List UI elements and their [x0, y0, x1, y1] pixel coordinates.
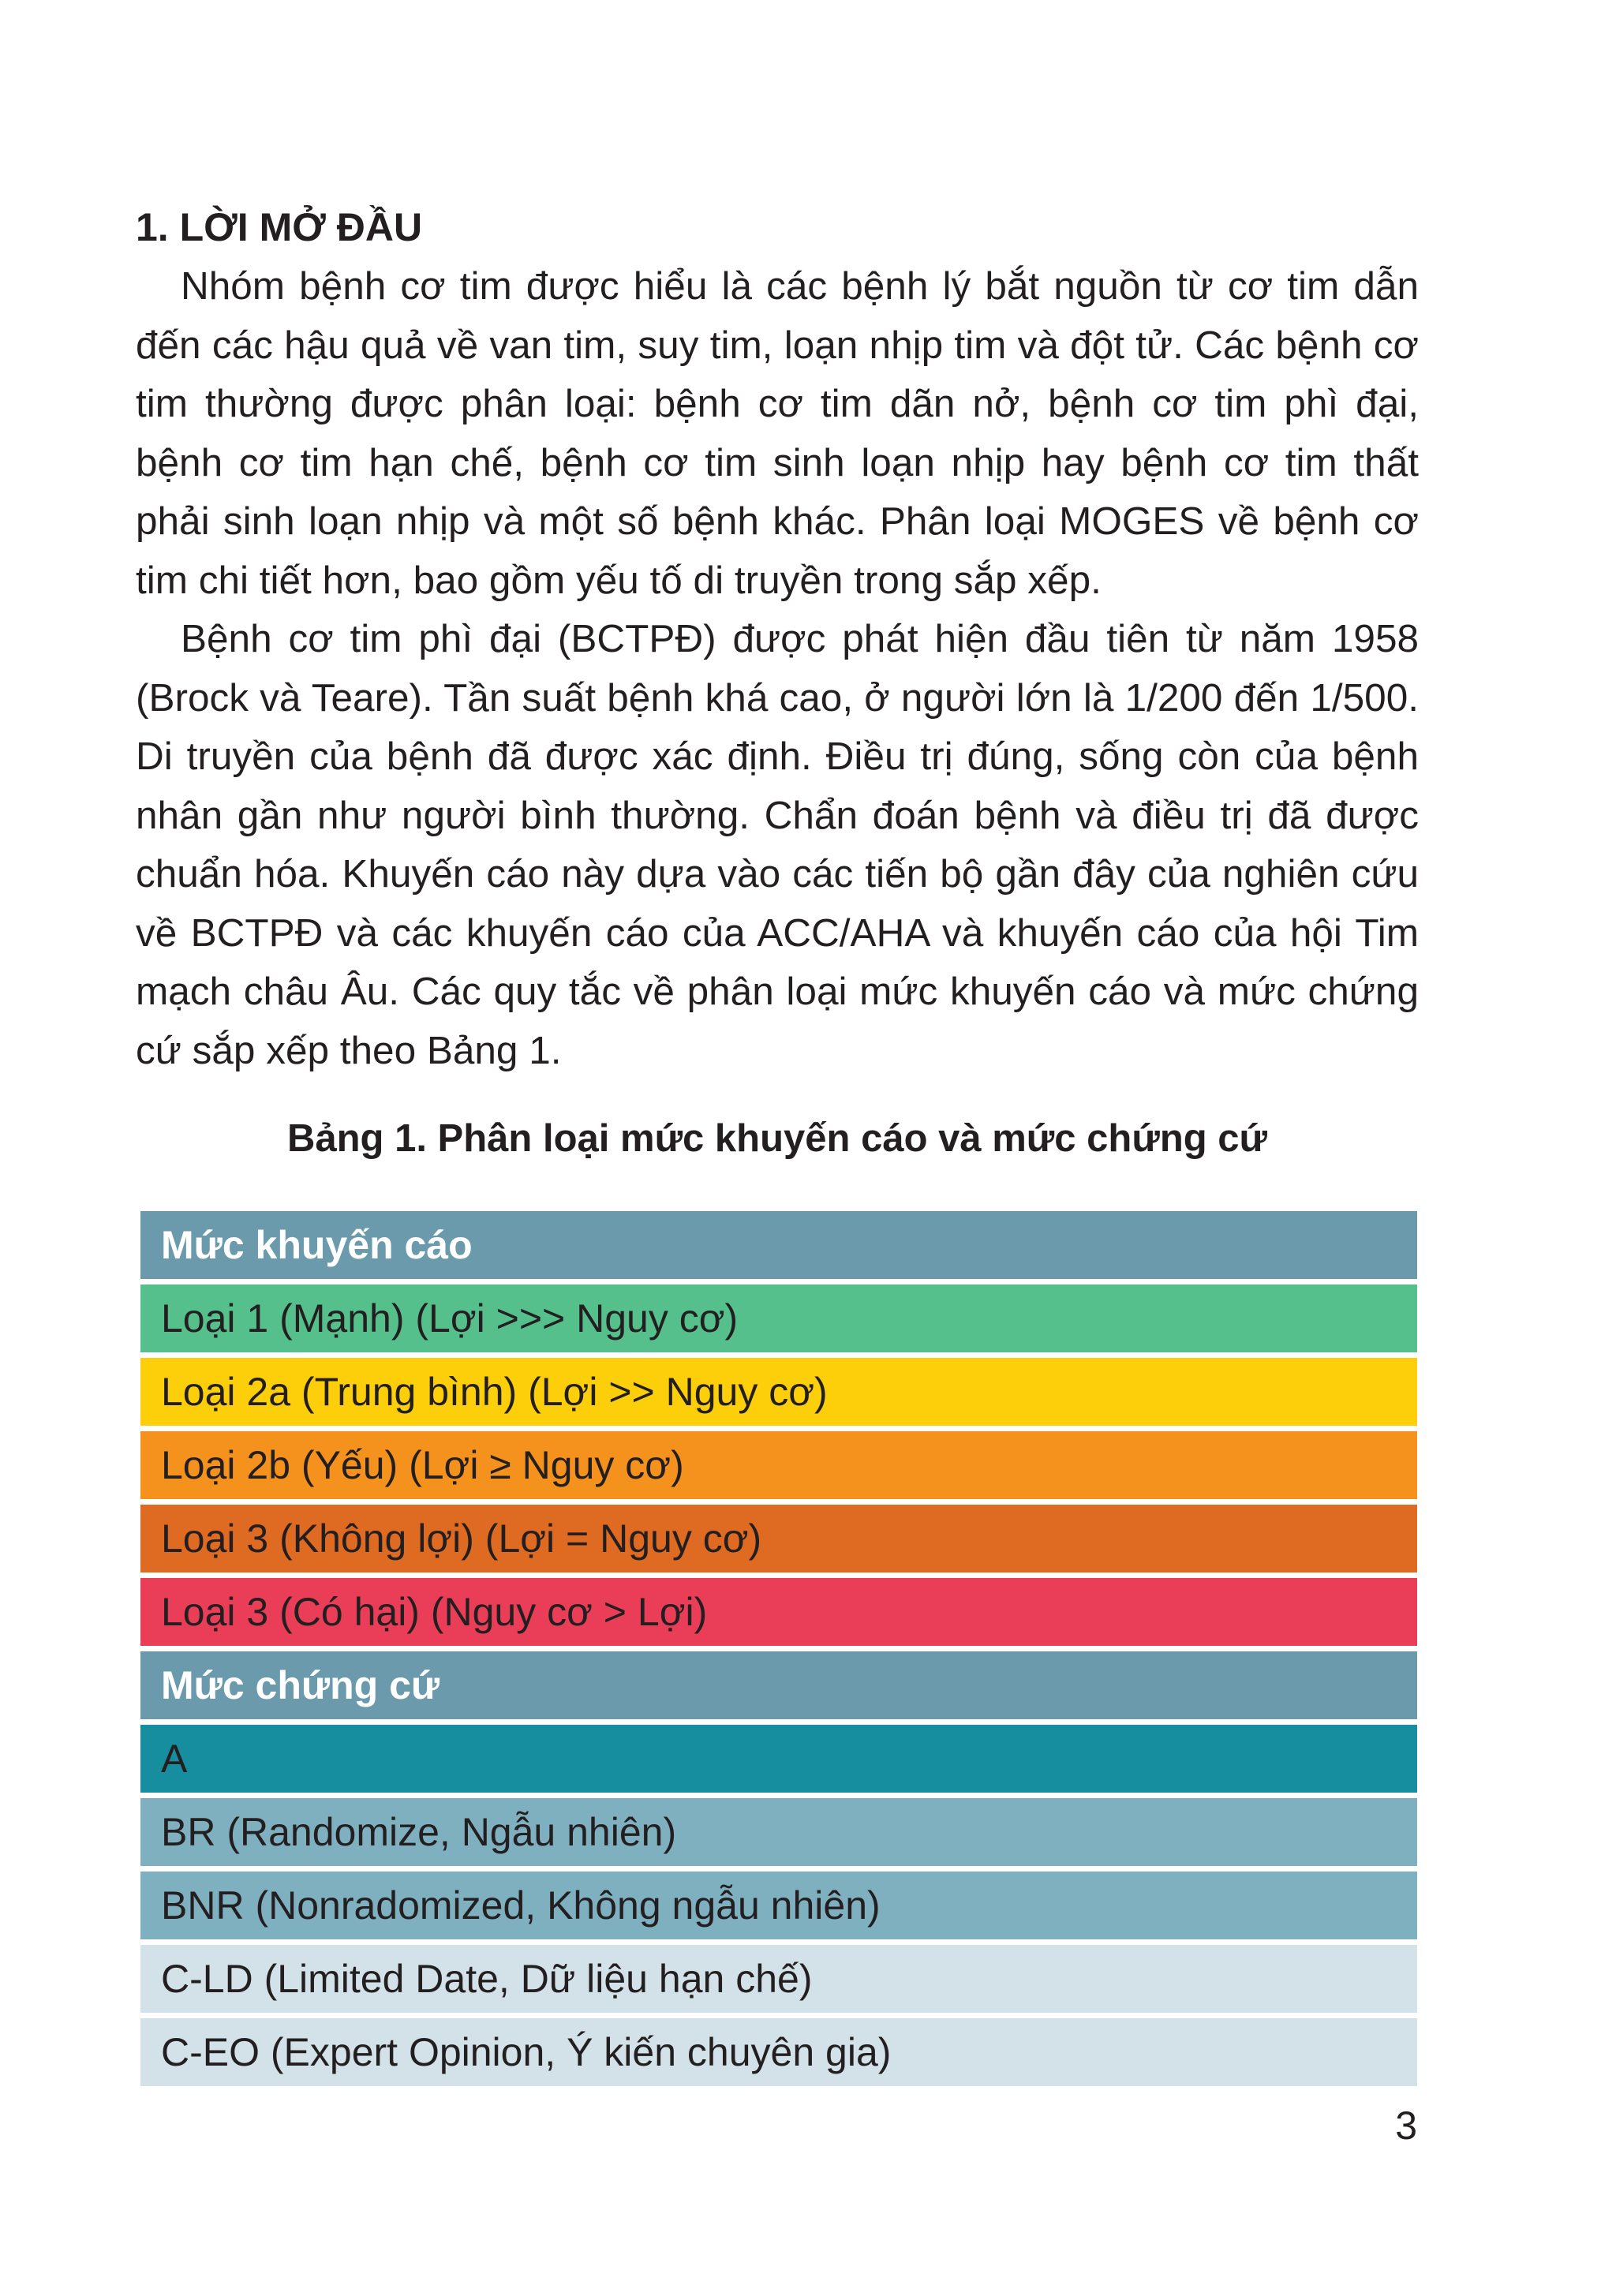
table-row: Loại 2a (Trung bình) (Lợi >> Nguy cơ) — [140, 1358, 1417, 1426]
table-row: Loại 1 (Mạnh) (Lợi >>> Nguy cơ) — [140, 1284, 1417, 1352]
table-row: BR (Randomize, Ngẫu nhiên) — [140, 1798, 1417, 1866]
table-row: C-LD (Limited Date, Dữ liệu hạn chế) — [140, 1945, 1417, 2013]
table-row: BNR (Nonradomized, Không ngẫu nhiên) — [140, 1872, 1417, 1939]
recommendation-table — [140, 1211, 1417, 2092]
table-section-header: Mức chứng cứ — [140, 1651, 1417, 1719]
page-number: 3 — [1395, 2103, 1417, 2148]
paragraph-2: Bệnh cơ tim phì đại (BCTPĐ) được phát hiện đầu tiên từ năm 1958 (Brock và Teare). Tần suất bệnh khá cao, ở người lớn là 1/200 đến 1/500. Di truyền của bệnh đã được xác định. Điều trị đúng, sống còn của bệnh nhân gần như người bình thường. Chẩn đoán bệnh và điều trị đã được chuẩn hóa. Khuyến cáo này dựa vào các tiến bộ gần đây của nghiên cứu về BCTPĐ và các khuyến cáo của ACC/AHA và khuyến cáo của hội Tim mạch châu Âu. Các quy tắc về phân loại mức khuyến cáo và mức chứng cứ sắp xếp theo Bảng 1. — [136, 617, 1419, 1072]
table-row: Loại 3 (Có hại) (Nguy cơ > Lợi) — [140, 1578, 1417, 1646]
section-heading: 1. LỜI MỞ ĐẦU — [136, 205, 423, 249]
table-row: C-EO (Expert Opinion, Ý kiến chuyên gia) — [140, 2018, 1417, 2086]
paragraph-1: Nhóm bệnh cơ tim được hiểu là các bệnh lý bắt nguồn từ cơ tim dẫn đến các hậu quả về van tim, suy tim, loạn nhịp tim và đột tử. Các bệnh cơ tim thường được phân loại: bệnh cơ tim dãn nở, bệnh cơ tim phì đại, bệnh cơ tim hạn chế, bệnh cơ tim sinh loạn nhịp hay bệnh cơ tim thất phải sinh loạn nhịp và một số bệnh khác. Phân loại MOGES về bệnh cơ tim chi tiết hơn, bao gồm yếu tố di truyền trong sắp xếp. — [136, 264, 1419, 602]
table-row: Loại 2b (Yếu) (Lợi ≥ Nguy cơ) — [140, 1431, 1417, 1499]
table-row: A — [140, 1725, 1417, 1793]
table-caption: Bảng 1. Phân loại mức khuyến cáo và mức chứng cứ — [286, 1117, 1268, 1160]
table-section-header: Mức khuyến cáo — [140, 1211, 1417, 1279]
table-row: Loại 3 (Không lợi) (Lợi = Nguy cơ) — [140, 1505, 1417, 1572]
